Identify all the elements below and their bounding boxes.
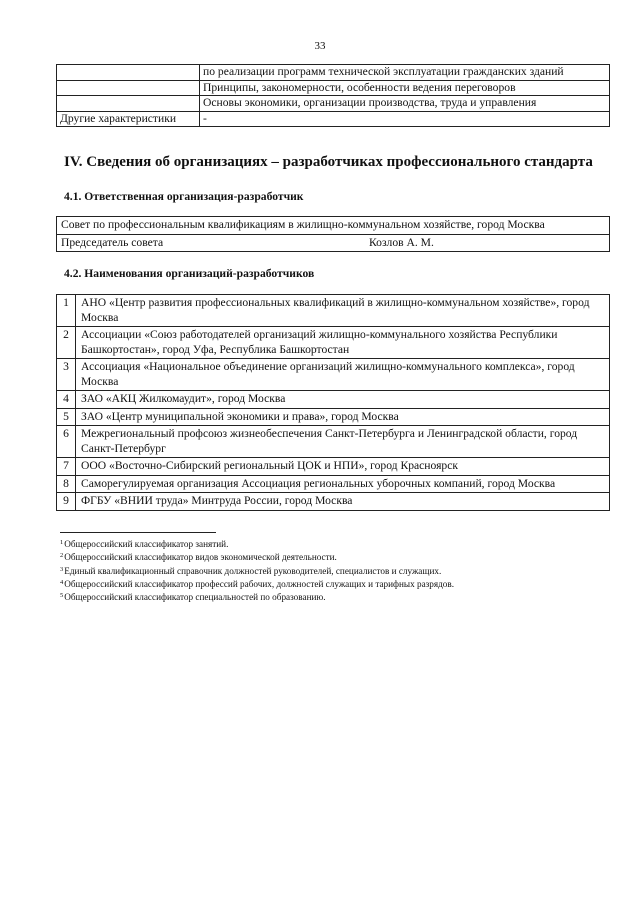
developer-orgs-table (56, 294, 610, 511)
org-name: ЗАО «АКЦ Жилкомаудит», город Москва (76, 391, 610, 409)
footnote-mark: 3 (60, 565, 64, 573)
org-name: ООО «Восточно-Сибирский региональный ЦОК и НПИ», город Красноярск (76, 458, 610, 476)
row-label (57, 65, 200, 81)
footnote (60, 564, 620, 577)
org-name: Ассоциация «Национальное объединение организаций жилищно-коммунального комплекса», город Москва (76, 359, 610, 391)
footnote-text: Единый квалификационный справочник должностей руководителей, специалистов и служащих. (64, 565, 442, 576)
footnote-divider (60, 532, 216, 533)
footnote-text: Общероссийский классификатор занятий. (64, 539, 229, 549)
footnote (60, 577, 620, 590)
table-row (57, 426, 610, 458)
responsible-person: Козлов А. М. (365, 234, 610, 252)
org-name: АНО «Центр развития профессиональных квалификаций в жилищно-коммунальном хозяйстве», город Москва (76, 295, 610, 327)
row-label (57, 96, 200, 112)
footnote-mark: 2 (60, 552, 64, 560)
knowledge-table-continuation (56, 64, 610, 127)
org-number: 1 (57, 295, 76, 327)
row-text: Основы экономики, организации производства, труда и управления (200, 96, 610, 112)
responsible-org-name: Совет по профессиональным квалификациям в жилищно-коммунальном хозяйстве, город Москва (57, 217, 610, 235)
org-name: Ассоциации «Союз работодателей организаций жилищно-коммунального хозяйства Республики Башкортостан», город Уфа, Республика Башкортостан (76, 327, 610, 359)
org-number: 2 (57, 327, 76, 359)
table-row (57, 80, 610, 96)
footnote-mark: 1 (60, 539, 64, 546)
responsible-role: Председатель совета (57, 234, 366, 252)
org-name: Саморегулируемая организация Ассоциация региональных уборочных компаний, город Москва (76, 475, 610, 493)
org-number: 6 (57, 426, 76, 458)
row-label: Другие характеристики (57, 111, 200, 127)
table-row (57, 65, 610, 81)
subsection-title-responsible: 4.1. Ответственная организация-разработчик (64, 190, 304, 203)
table-row (57, 295, 610, 327)
org-name: ЗАО «Центр муниципальной экономики и права», город Москва (76, 408, 610, 426)
table-row (57, 96, 610, 112)
footnote-mark: 5 (60, 592, 64, 600)
responsible-org-table (56, 216, 610, 252)
footnote (60, 537, 620, 550)
org-number: 3 (57, 359, 76, 391)
footnote-mark: 4 (60, 578, 64, 586)
table-row (57, 493, 610, 511)
table-row (57, 408, 610, 426)
org-name: Межрегиональный профсоюз жизнеобеспечения Санкт-Петербурга и Ленинградской области, город Санкт-Петербург (76, 426, 610, 458)
org-number: 5 (57, 408, 76, 426)
page-number: 33 (314, 40, 326, 52)
org-number: 8 (57, 475, 76, 493)
org-number: 9 (57, 493, 76, 511)
table-row (57, 391, 610, 409)
footnote (60, 550, 620, 563)
footnote-text: Общероссийский классификатор специальностей по образованию. (64, 592, 326, 603)
row-label (57, 80, 200, 96)
org-number: 4 (57, 391, 76, 409)
row-text: Принципы, закономерности, особенности ведения переговоров (200, 80, 610, 96)
section-title: IV. Сведения об организациях – разработчиках профессионального стандарта (64, 154, 593, 170)
footnote-text: Общероссийский классификатор профессий рабочих, должностей служащих и тарифных разрядов. (64, 578, 455, 589)
org-number: 7 (57, 458, 76, 476)
table-row (57, 458, 610, 476)
footnote-text: Общероссийский классификатор видов экономической деятельности. (64, 552, 337, 563)
table-row (57, 359, 610, 391)
table-row (57, 111, 610, 127)
subsection-title-developers: 4.2. Наименования организаций-разработчиков (64, 267, 315, 280)
footnotes (60, 537, 620, 603)
row-text: по реализации программ технической эксплуатации гражданских зданий (200, 65, 610, 81)
table-row (57, 475, 610, 493)
footnote (60, 590, 620, 603)
row-text: - (200, 111, 610, 127)
org-name: ФГБУ «ВНИИ труда» Минтруда России, город Москва (76, 493, 610, 511)
table-row (57, 327, 610, 359)
table-row (57, 217, 610, 235)
table-row (57, 234, 610, 252)
